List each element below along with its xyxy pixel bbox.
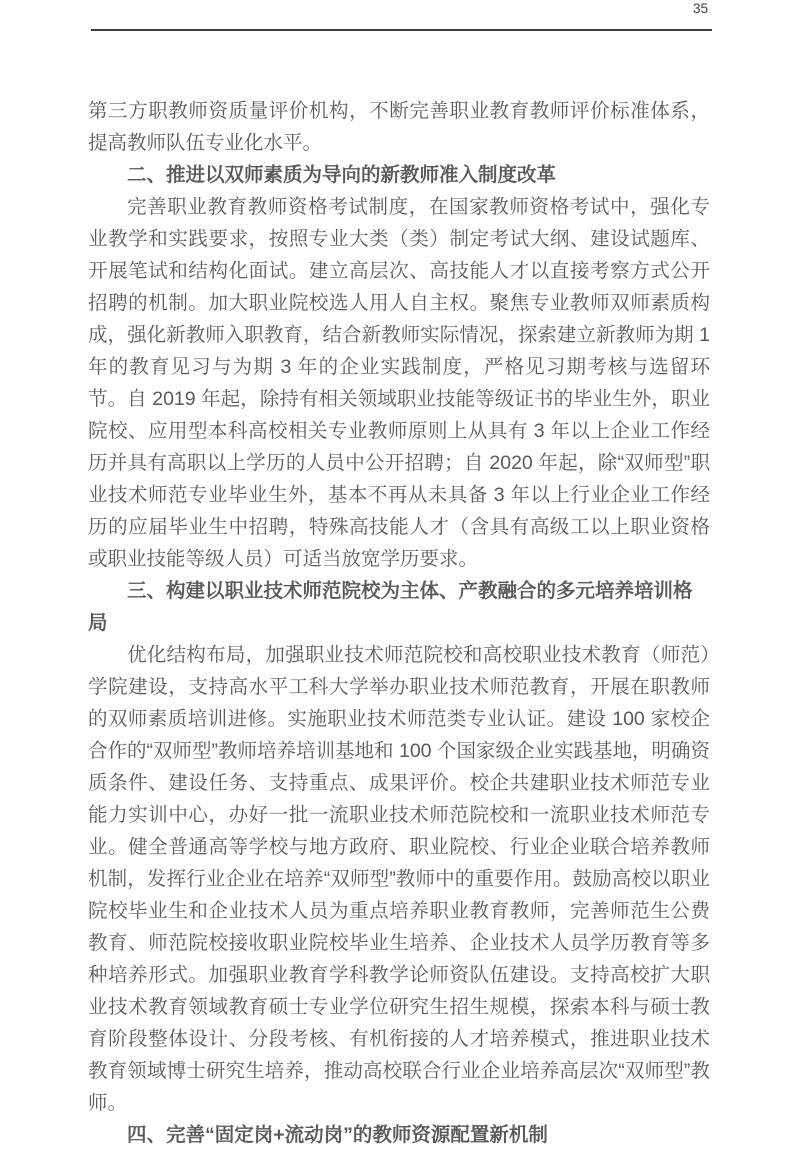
section-heading-2: 二、推进以双师素质为导向的新教师准入制度改革 xyxy=(127,164,557,186)
section-heading-3: 三、构建以职业技术师范院校为主体、产教融合的多元培养培训格局 xyxy=(88,580,693,634)
page-number: 35 xyxy=(692,1,708,16)
document-body xyxy=(88,95,710,1151)
header-rule xyxy=(91,29,712,31)
paragraph-section-3: 优化结构布局，加强职业技术师范院校和高校职业技术教育（师范）学院建设，支持高水平工科大学举办职业技术师范教育，开展在职教师的双师素质培训进修。实施职业技术师范类专业认证。建设 100 家校企合作的“双师型”教师培养培训基地和 100 个国家级企业实践基地，明确资质条件、建设任务、支持重点、成果评价。校企共建职业技术师范专业能力实训中心，办好一批一流职业技术师范院校和一流职业技术师范专业。健全普通高等学校与地方政府、职业院校、行业企业联合培养教师机制，发挥行业企业在培养“双师型”教师中的重要作用。鼓励高校以职业院校毕业生和企业技术人员为重点培养职业教育教师，完善师范生公费教育、师范院校接收职业院校毕业生培养、企业技术人员学历教育等多种培养形式。加强职业教育学科教学论师资队伍建设。支持高校扩大职业技术教育领域教育硕士专业学位研究生招生规模，探索本科与硕士教育阶段整体设计、分段考核、有机衔接的人才培养模式，推进职业技术教育领域博士研究生培养，推动高校联合行业企业培养高层次“双师型”教师。 xyxy=(88,644,710,1114)
paragraph-section-2: 完善职业教育教师资格考试制度，在国家教师资格考试中，强化专业教学和实践要求，按照专业大类（类）制定考试大纲、建设试题库、开展笔试和结构化面试。建立高层次、高技能人才以直接考察方式公开招聘的机制。加大职业院校选人用人自主权。聚焦专业教师双师素质构成，强化新教师入职教育，结合新教师实际情况，探索建立新教师为期 1 年的教育见习与为期 3 年的企业实践制度，严格见习期考核与选留环节。自 2019 年起，除持有相关领域职业技能等级证书的毕业生外，职业院校、应用型本科高校相关专业教师原则上从具有 3 年以上企业工作经历并具有高职以上学历的人员中公开招聘；自 2020 年起，除“双师型”职业技术师范专业毕业生外，基本不再从未具备 3 年以上行业企业工作经历的应届毕业生中招聘，特殊高技能人才（含具有高级工以上职业资格或职业技能等级人员）可适当放宽学历要求。 xyxy=(88,196,710,570)
paragraph-continued: 第三方职教师资质量评价机构，不断完善职业教育教师评价标准体系，提高教师队伍专业化水平。 xyxy=(88,100,710,154)
section-heading-4: 四、完善“固定岗+流动岗”的教师资源配置新机制 xyxy=(127,1124,548,1146)
